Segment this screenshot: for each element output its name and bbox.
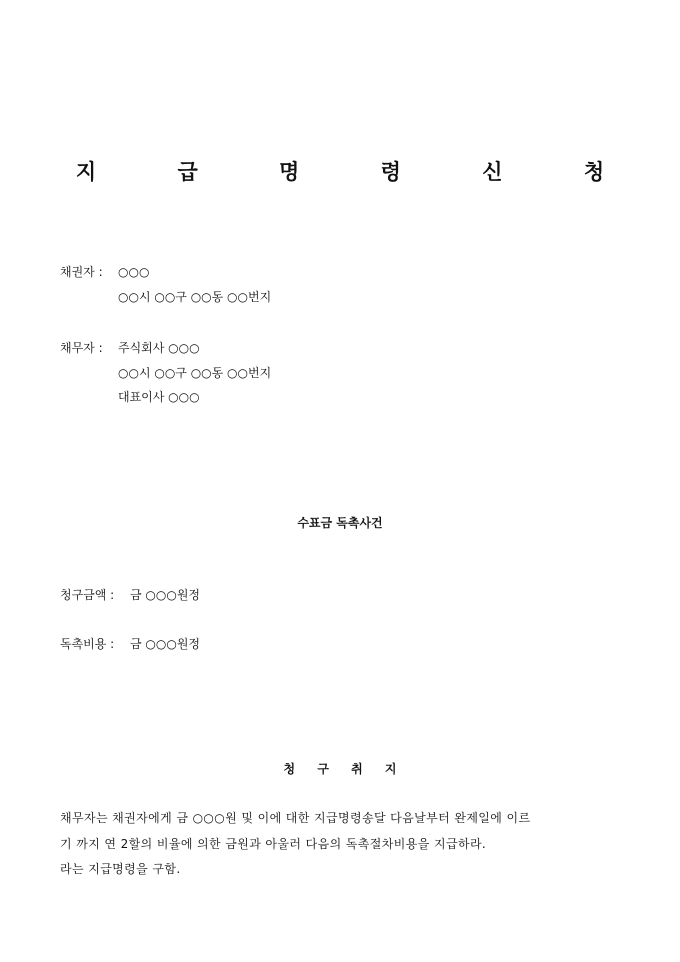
creditor-name: ○○○ <box>118 265 150 279</box>
case-title: 수표금 독촉사건 <box>297 516 383 530</box>
dunning-cost-value: 금 ○○○원정 <box>130 637 201 651</box>
claim-amount-label: 청구금액 : <box>60 588 115 602</box>
purpose-line: 라는 지급명령을 구함. <box>60 862 181 876</box>
dunning-cost-label: 독촉비용 : <box>60 637 115 651</box>
debtor-label: 채무자 : <box>60 341 103 355</box>
purpose-line: 채무자는 채권자에게 금 ○○○원 및 이에 대한 지급명령송달 다음날부터 완제일에 이르 <box>60 811 531 825</box>
creditor-address: ○○시 ○○구 ○○동 ○○번지 <box>118 290 272 304</box>
purpose-line: 기 까지 연 2할의 비율에 의한 금원과 아울러 다음의 독촉절차비용을 지급하라. <box>60 837 487 851</box>
document-title: 지 급 명 령 신 청 <box>75 159 642 184</box>
creditor-label: 채권자 : <box>60 265 103 279</box>
debtor-name: 주식회사 ○○○ <box>118 341 200 355</box>
claim-amount-value: 금 ○○○원정 <box>130 588 201 602</box>
debtor-address: ○○시 ○○구 ○○동 ○○번지 <box>118 366 272 380</box>
debtor-representative: 대표이사 ○○○ <box>118 390 200 404</box>
purpose-title: 청 구 취 지 <box>283 762 406 776</box>
